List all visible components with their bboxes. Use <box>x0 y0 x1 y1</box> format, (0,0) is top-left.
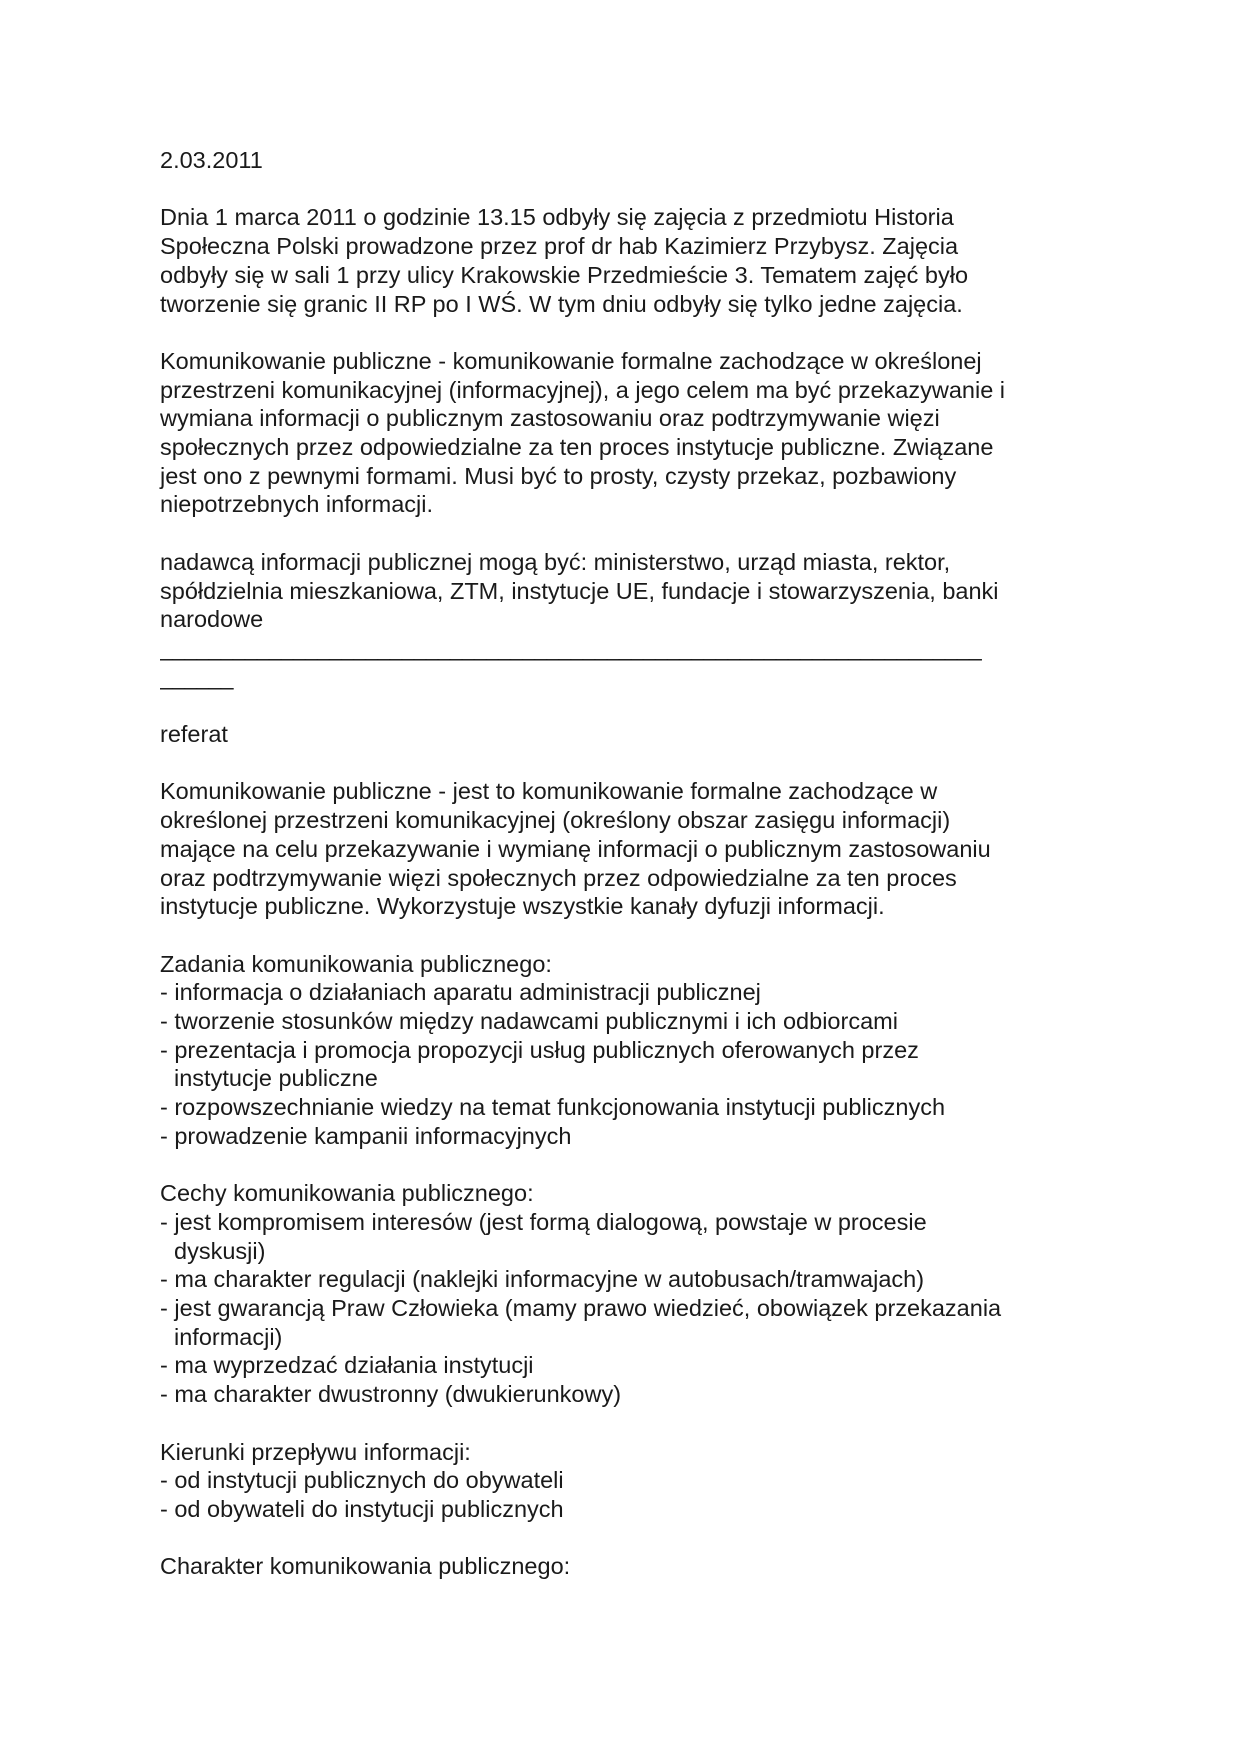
list-item-continuation: dyskusji) <box>174 1237 266 1264</box>
section-heading: Charakter komunikowania publicznego: <box>160 1553 571 1580</box>
paragraph-class-info <box>160 203 1090 318</box>
section-kierunki <box>160 1438 1090 1524</box>
text-line: mające na celu przekazywanie i wymianę informacji o publicznym zastosowaniu <box>160 835 991 862</box>
section-zadania <box>160 950 1090 1151</box>
paragraph-senders <box>160 548 1090 692</box>
list-item: - tworzenie stosunków między nadawcami publicznymi i ich odbiorcami <box>160 1008 898 1034</box>
list-item: - rozpowszechnianie wiedzy na temat funkcjonowania instytucji publicznych <box>160 1094 946 1121</box>
text-line: oraz podtrzymywanie więzi społecznych przez odpowiedzialne za ten proces <box>160 864 957 891</box>
text-line: wymiana informacji o publicznym zastosowaniu oraz podtrzymywanie więzi <box>160 405 940 432</box>
text-line: Komunikowanie publiczne - jest to komunikowanie formalne zachodzące w <box>160 778 938 805</box>
paragraph-definition <box>160 347 1090 519</box>
list-item-continuation: informacji) <box>174 1323 283 1350</box>
text-line: spółdzielnia mieszkaniowa, ZTM, instytucje UE, fundacje i stowarzyszenia, banki <box>160 577 999 604</box>
text-line: przestrzeni komunikacyjnej (informacyjnej), a jego celem ma być przekazywanie i <box>160 376 1006 403</box>
referat-label: referat <box>160 721 228 747</box>
list-item: - prezentacja i promocja propozycji usług publicznych oferowanych przez <box>160 1036 919 1063</box>
text-line: jest ono z pewnymi formami. Musi być to prosty, czysty przekaz, pozbawiony <box>160 462 957 489</box>
list-item: - jest kompromisem interesów (jest formą dialogową, powstaje w procesie <box>160 1208 927 1235</box>
list-item: - jest gwarancją Praw Człowieka (mamy prawo wiedzieć, obowiązek przekazania <box>160 1295 1002 1322</box>
separator-line: ____________________________________________________________________ <box>160 634 981 661</box>
text-line: narodowe <box>160 606 264 633</box>
text-line: Dnia 1 marca 2011 o godzinie 13.15 odbyły się zajęcia z przedmiotu Historia <box>160 204 954 231</box>
list-item: - informacja o działaniach aparatu administracji publicznej <box>160 979 761 1006</box>
text-line: społecznych przez odpowiedzialne za ten proces instytucje publiczne. Związane <box>160 434 994 460</box>
list-item: - ma wyprzedzać działania instytucji <box>160 1352 534 1379</box>
text-line: określonej przestrzeni komunikacyjnej (określony obszar zasięgu informacji) <box>160 807 951 834</box>
paragraph-referat-definition <box>160 777 1090 921</box>
section-heading: Kierunki przepływu informacji: <box>160 1438 471 1465</box>
referat-label-block <box>160 720 1090 749</box>
text-line: tworzenie się granic II RP po I WŚ. W tym dniu odbyły się tylko jedne zajęcia. <box>160 290 963 317</box>
list-item: - od instytucji publicznych do obywateli <box>160 1467 564 1494</box>
list-item: - ma charakter dwustronny (dwukierunkowy) <box>160 1381 622 1408</box>
document-body <box>160 146 1090 1610</box>
date-line <box>160 146 1090 175</box>
text-line: instytucje publiczne. Wykorzystuje wszystkie kanały dyfuzji informacji. <box>160 893 885 920</box>
text-line: odbyły się w sali 1 przy ulicy Krakowskie Przedmieście 3. Tematem zajęć było <box>160 261 969 288</box>
list-item: - od obywateli do instytucji publicznych <box>160 1495 564 1522</box>
text-line: Komunikowanie publiczne - komunikowanie formalne zachodzące w określonej <box>160 347 982 374</box>
list-item: - prowadzenie kampanii informacyjnych <box>160 1122 572 1149</box>
section-cechy <box>160 1179 1090 1409</box>
section-heading: Cechy komunikowania publicznego: <box>160 1180 534 1207</box>
text-line: nadawcą informacji publicznej mogą być: ministerstwo, urząd miasta, rektor, <box>160 548 951 575</box>
section-charakter <box>160 1552 1090 1581</box>
separator-line: ______ <box>160 663 233 690</box>
text-line: Społeczna Polski prowadzone przez prof dr hab Kazimierz Przybysz. Zajęcia <box>160 233 959 260</box>
text-line: niepotrzebnych informacji. <box>160 491 433 518</box>
date-text: 2.03.2011 <box>160 147 263 173</box>
list-item: - ma charakter regulacji (naklejki informacyjne w autobusach/tramwajach) <box>160 1266 925 1293</box>
list-item-continuation: instytucje publiczne <box>174 1065 378 1092</box>
section-heading: Zadania komunikowania publicznego: <box>160 950 552 977</box>
